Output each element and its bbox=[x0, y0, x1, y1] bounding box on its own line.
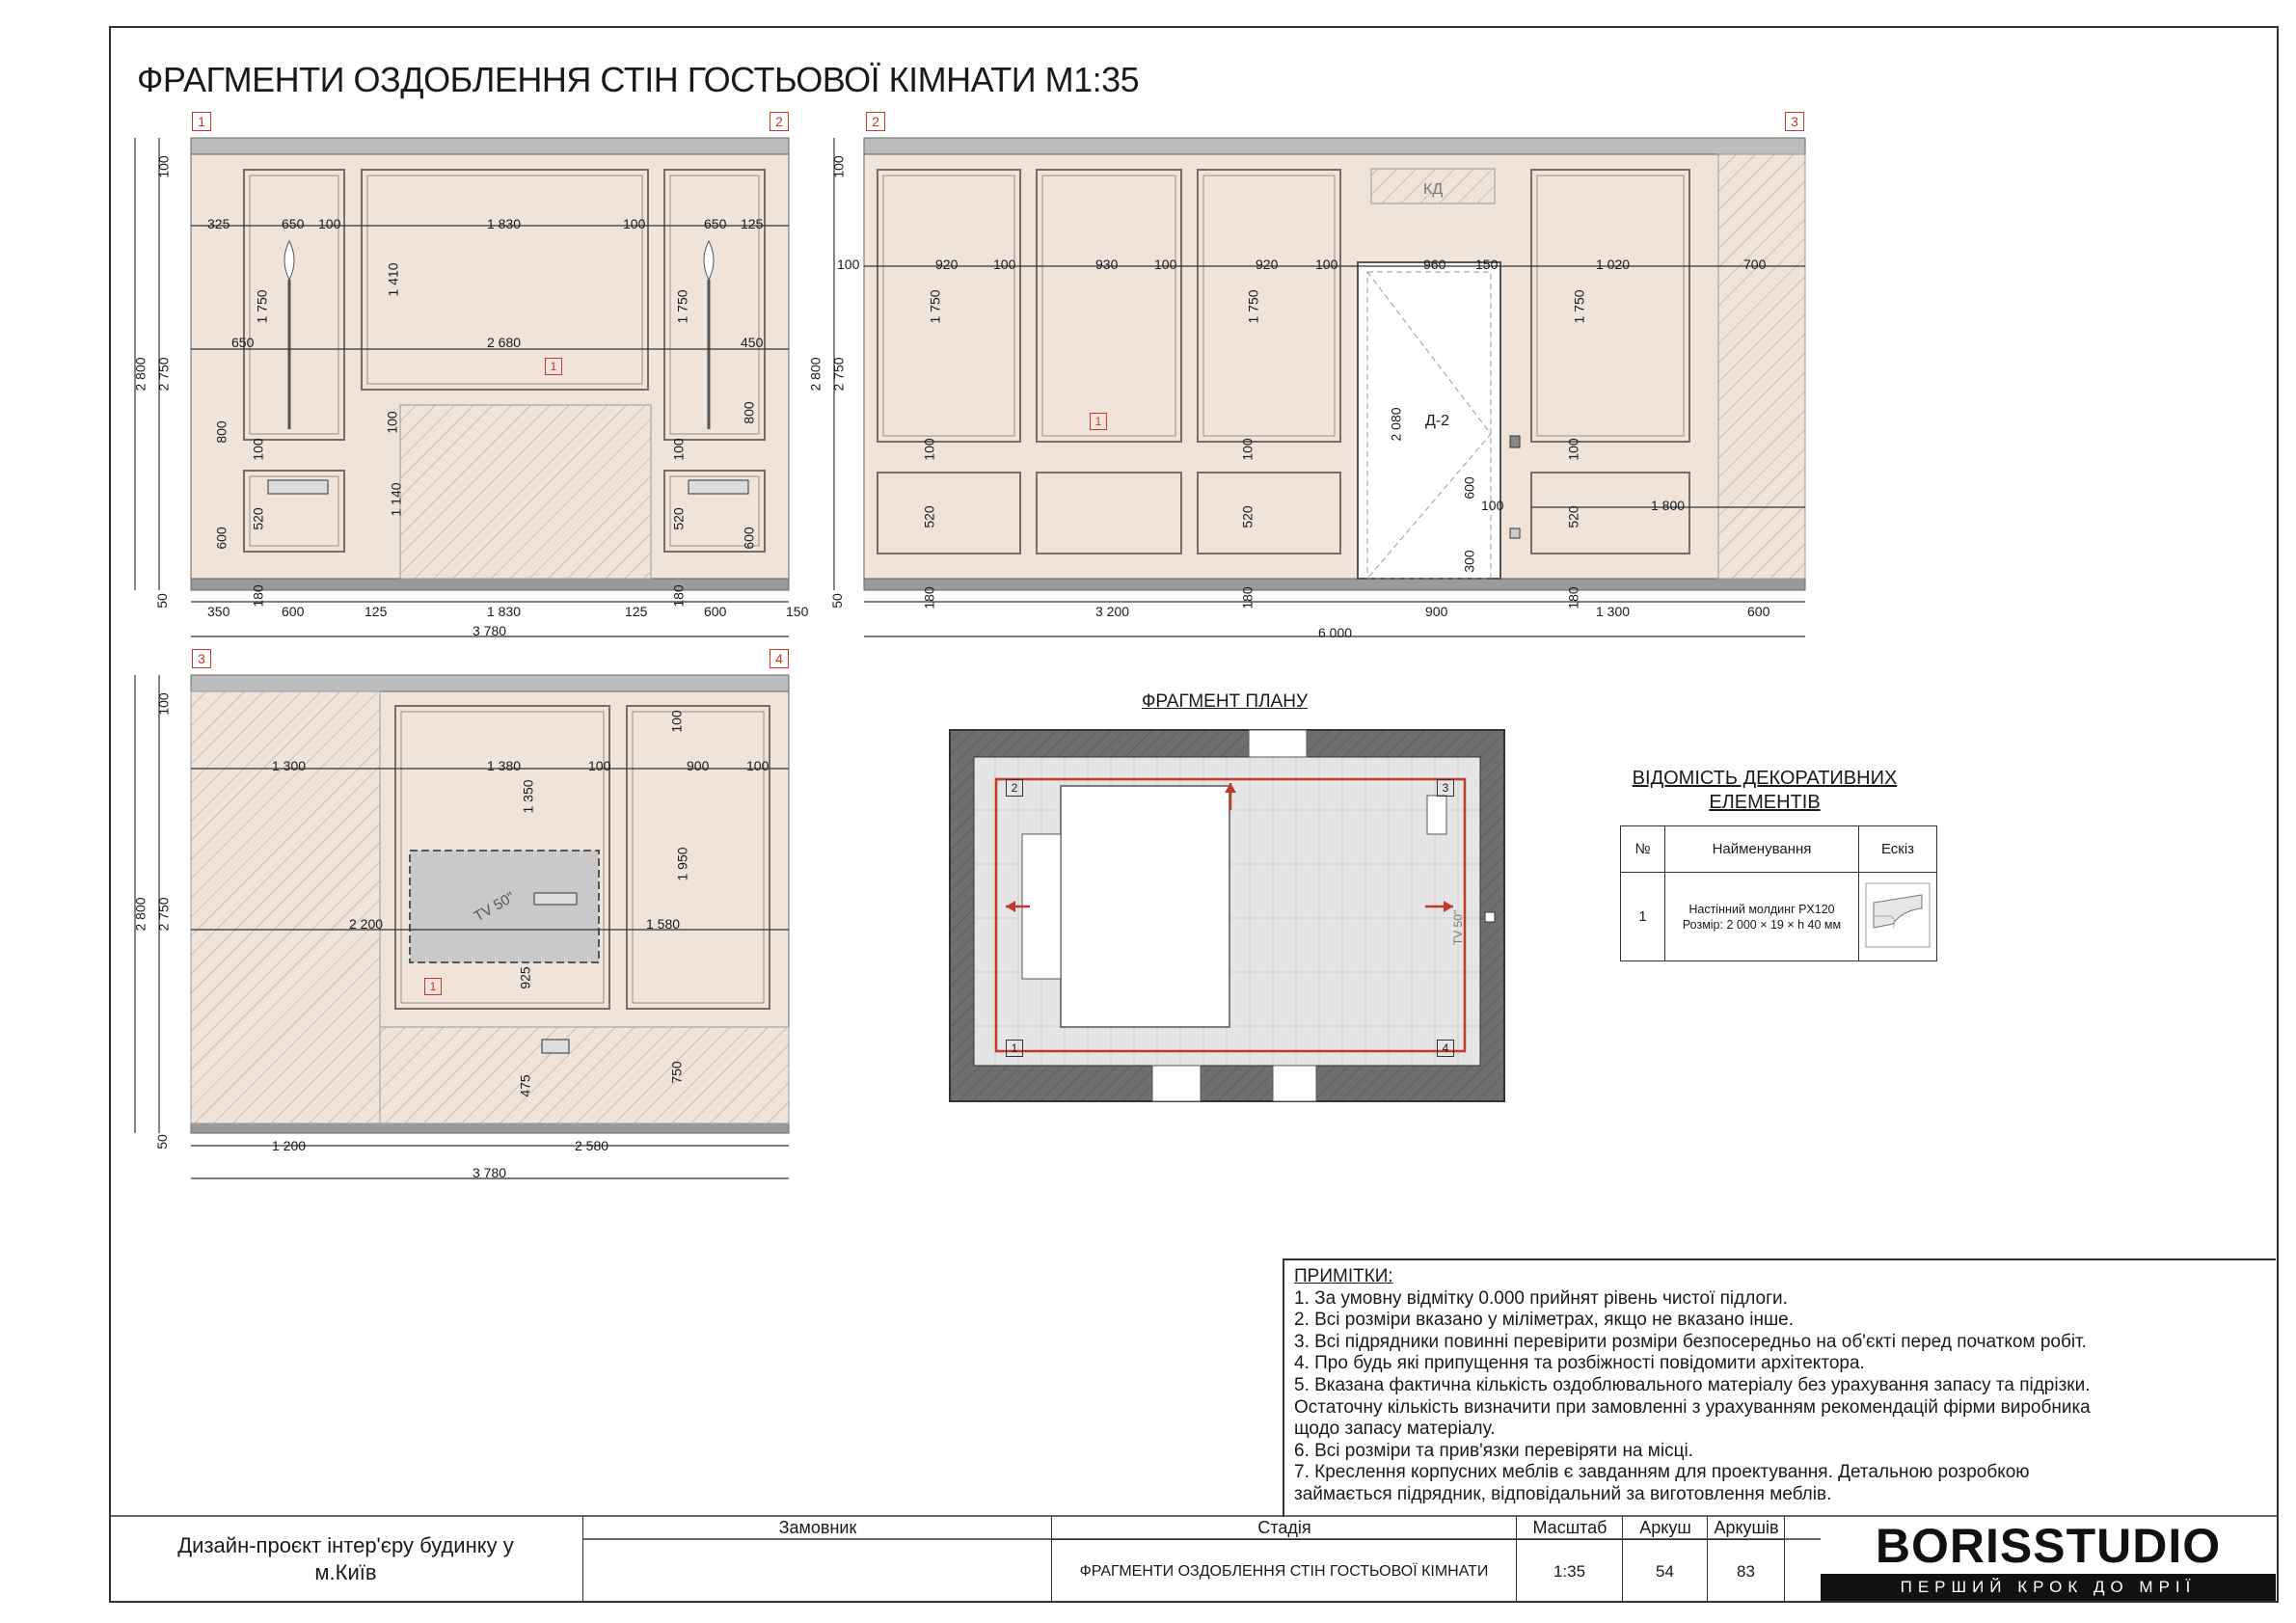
vedomist-row-name-line-2: Розмір: 2 000 × 19 × h 40 мм bbox=[1682, 917, 1842, 932]
door-label: Д-2 bbox=[1425, 413, 1450, 429]
dim-e2-panel-6: 520 bbox=[1239, 505, 1256, 528]
dim-e2-top-4: 100 bbox=[1154, 257, 1177, 272]
plan-marker-4: 4 bbox=[1437, 1040, 1454, 1057]
molding-sketch-icon bbox=[1864, 881, 1931, 949]
dim-e2-panel-7: 100 bbox=[1239, 438, 1256, 461]
studio-logo bbox=[1821, 1519, 2276, 1601]
dim-e1-top-4: 100 bbox=[623, 216, 646, 231]
tag-e2: 1 bbox=[1090, 413, 1107, 430]
sheets-label: Аркушів bbox=[1714, 1518, 1779, 1537]
dim-e3-top-4: 100 bbox=[746, 758, 770, 773]
vedomist-row-name-line-1: Настінний молдинг PX120 bbox=[1688, 902, 1835, 916]
plan-marker-2: 2 bbox=[1006, 779, 1023, 797]
dim-e3-top-1: 1 380 bbox=[487, 758, 522, 773]
dim-e2-h-2: 100 bbox=[830, 155, 847, 178]
dim-e1-panel-12: 180 bbox=[670, 584, 687, 608]
marker-e3-left: 3 bbox=[192, 649, 211, 668]
dim-e1-panel-9: 180 bbox=[250, 584, 266, 608]
note-item: 1. За умовну відмітку 0.000 прийнят рівень чистої підлоги. bbox=[1294, 1287, 1788, 1309]
stage-label-border bbox=[1052, 1516, 1517, 1539]
dim-e3-panel-1: 1 950 bbox=[674, 847, 690, 881]
elevation-3 bbox=[132, 675, 789, 1178]
dim-e2-panel-4: 520 bbox=[921, 505, 937, 528]
stage-value: ФРАГМЕНТИ ОЗДОБЛЕННЯ СТІН ГОСТЬОВОЇ КІМНАТИ bbox=[1079, 1562, 1489, 1580]
note-item: займається підрядник, відповідальний за виготовлення меблів. bbox=[1294, 1483, 1832, 1504]
dim-e3-h-1: 2 750 bbox=[155, 897, 172, 932]
tv-label-e3: TV 50" bbox=[471, 888, 518, 926]
dim-e2-panel-0: 1 750 bbox=[927, 289, 943, 324]
dim-e1-top-5: 650 bbox=[704, 216, 727, 231]
dim-e2-panel-8: 600 bbox=[1461, 476, 1477, 500]
dim-e1-panel-13: 800 bbox=[741, 401, 757, 424]
dim-e2-panel-2: 2 080 bbox=[1388, 407, 1404, 442]
dim-e1-panel-2: 1 750 bbox=[674, 289, 690, 324]
dim-e2-total: 6 000 bbox=[1318, 625, 1353, 640]
dim-e3-top-3: 900 bbox=[687, 758, 710, 773]
dim-e2-top-2: 100 bbox=[993, 257, 1016, 272]
dim-e3-h-0: 2 800 bbox=[132, 897, 149, 932]
dim-e1-mid-2: 450 bbox=[741, 335, 764, 350]
elevation-2 bbox=[834, 138, 1805, 636]
notes-block bbox=[1283, 1258, 2276, 1517]
dim-e2-panel-5: 100 bbox=[921, 438, 937, 461]
scale-cell bbox=[1517, 1539, 1623, 1603]
dim-e1-top-6: 125 bbox=[741, 216, 764, 231]
tag-e1: 1 bbox=[545, 358, 562, 375]
note-item: 4. Про будь які припущення та розбіжності повідомити архітектора. bbox=[1294, 1353, 1865, 1374]
dim-e2-h-0: 2 800 bbox=[807, 357, 824, 392]
note-item: 2. Всі розміри вказано у міліметрах, якщо не вказано інше. bbox=[1294, 1310, 1795, 1331]
marker-e1-right: 2 bbox=[770, 112, 789, 131]
vedomist-header-no: № bbox=[1621, 826, 1665, 873]
scale-label: Масштаб bbox=[1532, 1518, 1607, 1537]
dim-e2-panel-14: 180 bbox=[1239, 586, 1256, 609]
dim-e1-bot-2: 125 bbox=[365, 604, 388, 619]
dim-e3-bot-1: 2 580 bbox=[575, 1138, 609, 1153]
sheets-cell bbox=[1708, 1539, 1785, 1603]
elevation-1 bbox=[132, 138, 789, 636]
dim-e1-h-3: 50 bbox=[153, 593, 170, 609]
dim-e3-total: 3 780 bbox=[473, 1165, 507, 1180]
vedomist-title-line-2: ЕЛЕМЕНТІВ bbox=[1709, 792, 1821, 813]
dim-e3-panel-0: 1 350 bbox=[520, 779, 536, 814]
dim-e1-panel-5: 1 140 bbox=[388, 482, 404, 517]
dim-e2-top-6: 100 bbox=[1315, 257, 1338, 272]
dim-e3-h-2: 100 bbox=[155, 692, 172, 716]
dim-e1-panel-14: 600 bbox=[741, 527, 757, 550]
sheets-label-border bbox=[1708, 1516, 1785, 1539]
dim-e2-h-1: 2 750 bbox=[830, 357, 847, 392]
dim-e1-bot-3: 1 830 bbox=[487, 604, 522, 619]
dim-e3-top-2: 100 bbox=[588, 758, 611, 773]
stage-cell bbox=[1052, 1539, 1517, 1603]
dim-e1-panel-4: 100 bbox=[250, 438, 266, 461]
note-item: Остаточну кількість визначити при замовленні з урахуванням рекомендацій фірми виробника bbox=[1294, 1396, 2091, 1418]
logo-name: BORISSTUDIO bbox=[1875, 1519, 2222, 1573]
sheet-cell bbox=[1623, 1539, 1708, 1603]
customer-label: Замовник bbox=[778, 1518, 857, 1537]
dim-e1-bot-5: 600 bbox=[704, 604, 727, 619]
dim-e2-h-3: 50 bbox=[828, 593, 845, 609]
note-item: 7. Креслення корпусних меблів є завданням для проектування. Детальною розробкою bbox=[1294, 1462, 2030, 1483]
dim-e1-h-0: 2 800 bbox=[132, 357, 149, 392]
dim-e1-top-2: 100 bbox=[318, 216, 341, 231]
note-item: щодо запасу матеріалу. bbox=[1294, 1419, 1496, 1440]
dim-e1-top-0: 325 bbox=[207, 216, 230, 231]
dim-e2-top-3: 930 bbox=[1095, 257, 1119, 272]
dim-e2-panel-16: 1 800 bbox=[1651, 498, 1686, 513]
note-item: 3. Всі підрядники повинні перевірити розміри безпосередньо на об'єкті перед початком робіт. bbox=[1294, 1331, 2087, 1352]
plan-marker-1: 1 bbox=[1006, 1040, 1023, 1057]
vedomist-header-name: Найменування bbox=[1665, 826, 1859, 873]
dim-e1-panel-10: 100 bbox=[670, 438, 687, 461]
dim-e2-top-9: 1 020 bbox=[1596, 257, 1631, 272]
tag-e3: 1 bbox=[424, 978, 442, 995]
dim-e1-mid-0: 650 bbox=[231, 335, 255, 350]
project-name-line-2: м.Київ bbox=[314, 1560, 377, 1584]
dim-e1-bot-6: 150 bbox=[786, 604, 809, 619]
plan-marker-3: 3 bbox=[1437, 779, 1454, 797]
marker-e2-left: 2 bbox=[866, 112, 885, 131]
dim-e1-bot-0: 350 bbox=[207, 604, 230, 619]
stage-label: Стадія bbox=[1257, 1518, 1311, 1537]
dim-e1-panel-7: 520 bbox=[250, 507, 266, 530]
dim-e1-panel-6: 100 bbox=[384, 411, 400, 434]
page-title: ФРАГМЕНТИ ОЗДОБЛЕННЯ СТІН ГОСТЬОВОЇ КІМНАТИ М1:35 bbox=[137, 60, 1140, 99]
logo-slogan: ПЕРШИЙ КРОК ДО МРІЇ bbox=[1821, 1574, 2276, 1601]
dim-e2-top-10: 700 bbox=[1743, 257, 1767, 272]
plan-title: ФРАГМЕНТ ПЛАНУ bbox=[1141, 691, 1309, 712]
vedomist-row-name bbox=[1665, 873, 1859, 961]
dim-e1-total: 3 780 bbox=[473, 623, 507, 638]
dim-e2-panel-15: 180 bbox=[1565, 586, 1581, 609]
vedomist-table bbox=[1620, 825, 1937, 961]
dim-e2-panel-3: 1 750 bbox=[1571, 289, 1587, 324]
vedomist-title bbox=[1620, 767, 1909, 815]
note-item: 5. Вказана фактична кількість оздоблювального матеріалу без урахування запасу та підрізки. bbox=[1294, 1374, 2091, 1395]
dim-e3-bot-0: 1 200 bbox=[272, 1138, 307, 1153]
dim-e1-h-2: 100 bbox=[155, 155, 172, 178]
dim-e2-panel-9: 100 bbox=[1481, 498, 1504, 513]
project-name-line-1: Дизайн-проєкт інтер'єру будинку у bbox=[177, 1533, 514, 1557]
vedomist-row-no: 1 bbox=[1621, 873, 1665, 961]
dim-e2-panel-12: 100 bbox=[1565, 438, 1581, 461]
dim-e3-panel-4: 750 bbox=[668, 1061, 685, 1084]
dim-e2-bot-2: 1 300 bbox=[1596, 604, 1631, 619]
marker-e1-left: 1 bbox=[192, 112, 211, 131]
dim-e1-bot-4: 125 bbox=[625, 604, 648, 619]
dim-e2-top-5: 920 bbox=[1256, 257, 1279, 272]
dim-e3-panel-3: 475 bbox=[517, 1074, 533, 1097]
marker-e2-right: 3 bbox=[1785, 112, 1804, 131]
dim-e1-mid-1: 2 680 bbox=[487, 335, 522, 350]
plan-fragment bbox=[950, 730, 1504, 1101]
dim-e1-bot-1: 600 bbox=[282, 604, 305, 619]
dim-e2-bot-0: 3 200 bbox=[1095, 604, 1130, 619]
customer-cell bbox=[583, 1516, 1052, 1603]
dim-e2-top-8: 150 bbox=[1475, 257, 1499, 272]
dim-e1-top-1: 650 bbox=[282, 216, 305, 231]
sheet-label-border bbox=[1623, 1516, 1708, 1539]
dim-e2-top-1: 920 bbox=[935, 257, 959, 272]
plan-tv-label: TV 50" bbox=[1451, 909, 1466, 946]
sheet-value: 54 bbox=[1656, 1561, 1674, 1581]
dim-e3-panel-5: 100 bbox=[668, 710, 685, 733]
dim-e1-panel-1: 1 410 bbox=[385, 262, 401, 297]
note-item: 6. Всі розміри та прив'язки перевіряти на місці. bbox=[1294, 1440, 1693, 1461]
dim-e3-h-3: 50 bbox=[153, 1134, 170, 1150]
vent-label: КД bbox=[1423, 181, 1444, 198]
dim-e3-mid-0: 2 200 bbox=[349, 916, 384, 932]
dim-e2-panel-10: 300 bbox=[1461, 550, 1477, 573]
vedomist-title-line-1: ВІДОМІСТЬ ДЕКОРАТИВНИХ bbox=[1632, 768, 1898, 789]
dim-e2-top-7: 960 bbox=[1423, 257, 1446, 272]
project-cell bbox=[109, 1516, 583, 1603]
dim-e2-panel-13: 180 bbox=[921, 586, 937, 609]
dim-e1-panel-8: 600 bbox=[213, 527, 230, 550]
dim-e2-panel-11: 520 bbox=[1565, 505, 1581, 528]
dim-e3-mid-1: 1 580 bbox=[646, 916, 681, 932]
dim-e2-panel-1: 1 750 bbox=[1245, 289, 1261, 324]
dim-e2-top-0: 100 bbox=[837, 257, 860, 272]
dim-e1-h-1: 2 750 bbox=[155, 357, 172, 392]
dim-e1-panel-0: 1 750 bbox=[254, 289, 270, 324]
dim-e1-panel-11: 520 bbox=[670, 507, 687, 530]
dim-e2-bot-3: 600 bbox=[1747, 604, 1770, 619]
dim-e3-top-0: 1 300 bbox=[272, 758, 307, 773]
vedomist-header-sketch: Ескіз bbox=[1859, 826, 1937, 873]
dim-e3-panel-2: 925 bbox=[517, 966, 533, 989]
vedomist-row-sketch bbox=[1859, 873, 1937, 961]
dim-e2-bot-1: 900 bbox=[1425, 604, 1448, 619]
scale-label-border bbox=[1517, 1516, 1623, 1539]
sheet-label: Аркуш bbox=[1639, 1518, 1691, 1537]
marker-e3-right: 4 bbox=[770, 649, 789, 668]
notes-heading: ПРИМІТКИ: bbox=[1294, 1266, 1393, 1286]
scale-value: 1:35 bbox=[1553, 1561, 1586, 1581]
dim-e1-top-3: 1 830 bbox=[487, 216, 522, 231]
sheets-value: 83 bbox=[1737, 1561, 1755, 1581]
dim-e1-panel-3: 800 bbox=[213, 420, 230, 444]
